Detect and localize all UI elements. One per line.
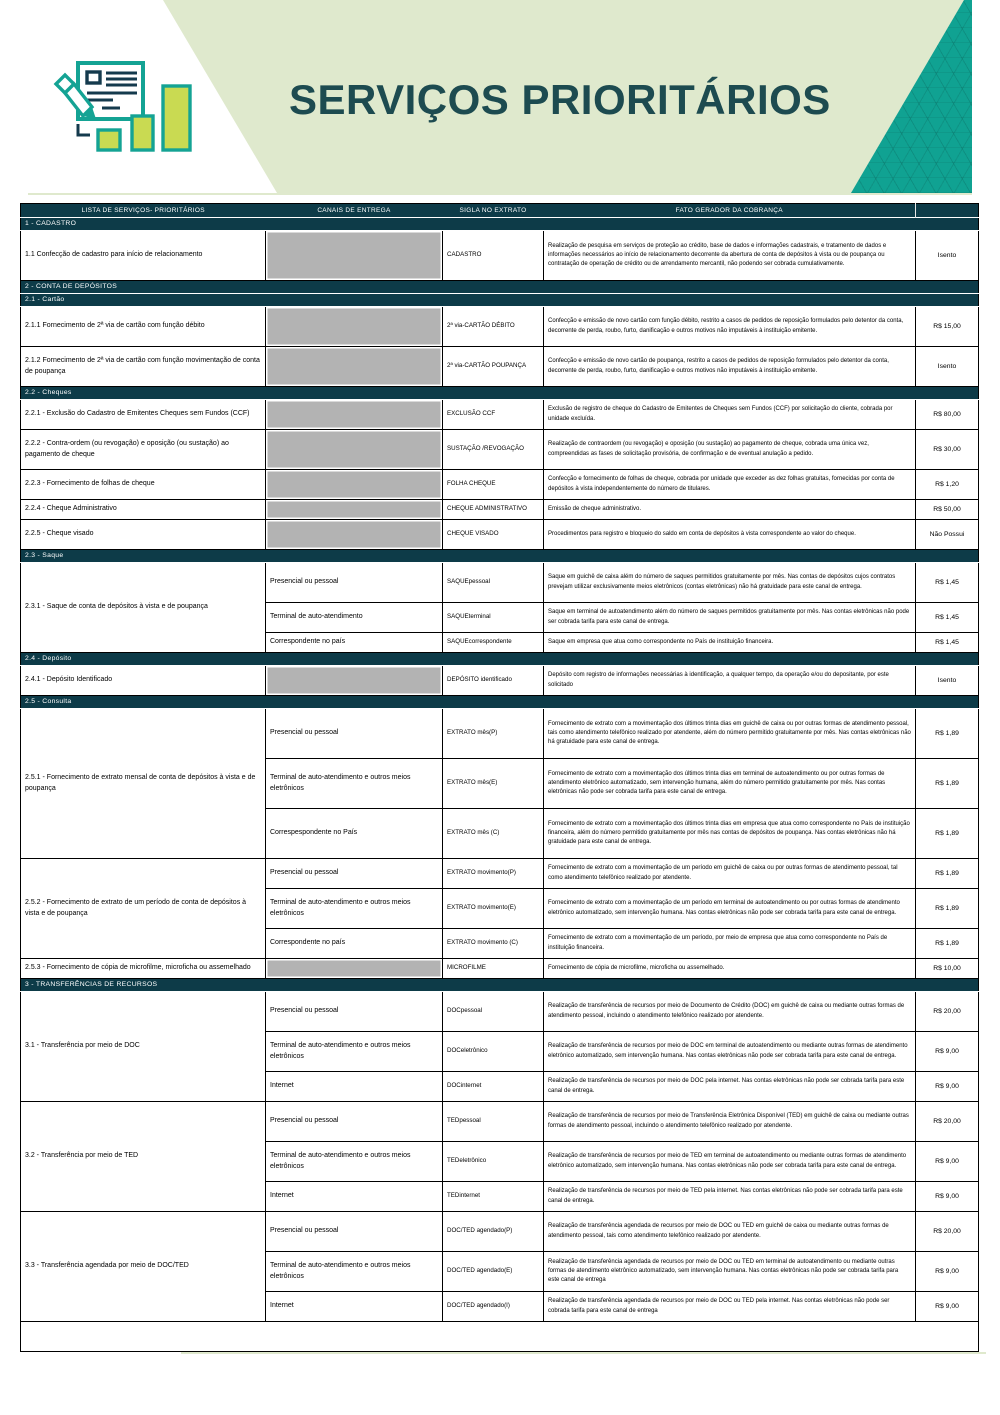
sigla-cell: CHEQUE ADMINISTRATIVO bbox=[443, 500, 544, 520]
sigla-cell: CADASTRO bbox=[443, 231, 544, 281]
table-row bbox=[21, 709, 979, 759]
section-title: 2.3 - Saque bbox=[21, 550, 979, 563]
bottom-rule bbox=[181, 1352, 986, 1354]
table-row bbox=[21, 430, 979, 470]
fato-cell: Fornecimento de cópia de microfilme, microficha ou assemelhado. bbox=[544, 959, 916, 979]
price-cell: R$ 20,00 bbox=[916, 1212, 979, 1252]
fato-cell: Fornecimento de extrato com a movimentação dos últimos trinta dias em empresa que atua como correspondente no País de instituição financeira, além do número permitido gratuitamente por mês nas contas de depósitos de poupança. Nas contas eletrônicas não há gratuidade para este canal de entrega. bbox=[544, 809, 916, 859]
fato-cell: Fornecimento de extrato com a movimentação de um período em terminal de autoatendimento ou por outras formas de atendimento eletrônico automatizado, sem intervenção humana. Nas contas eletrônicas não pode ser cobrada tarifa para este canal de entrega. bbox=[544, 889, 916, 929]
channel-cell bbox=[266, 666, 443, 696]
price-cell: Isento bbox=[916, 231, 979, 281]
sigla-cell: DOCeletrônico bbox=[443, 1032, 544, 1072]
price-column-header bbox=[916, 204, 979, 218]
sigla-cell: 2ª via-CARTÃO POUPANÇA bbox=[443, 347, 544, 387]
table-row bbox=[21, 347, 979, 387]
section-header-row bbox=[21, 979, 979, 992]
fato-cell: Realização de transferência de recursos por meio de TED em terminal de autoatendimento ou mediante outras formas de atendimento eletrônico automatizado, sem intervenção humana. Nas contas eletrônicas não pode ser cobrada tarifa para este canal de entrega. bbox=[544, 1142, 916, 1182]
section-title: 2.4 - Depósito bbox=[21, 653, 979, 666]
sigla-cell: SAQUEcorrespondente bbox=[443, 633, 544, 653]
table-row bbox=[21, 500, 979, 520]
channel-cell: Correspondente no país bbox=[266, 929, 443, 959]
service-cell: 2.5.2 - Fornecimento de extrato de um período de conta de depósitos à vista e de poupança bbox=[21, 859, 266, 959]
channel-cell bbox=[266, 400, 443, 430]
price-cell: R$ 9,00 bbox=[916, 1032, 979, 1072]
table-row bbox=[21, 563, 979, 603]
section-title: 2 - CONTA DE DEPÓSITOS bbox=[21, 281, 979, 294]
price-cell: R$ 50,00 bbox=[916, 500, 979, 520]
price-cell: Isento bbox=[916, 666, 979, 696]
channel-cell bbox=[266, 470, 443, 500]
price-cell: Isento bbox=[916, 347, 979, 387]
section-header-row bbox=[21, 696, 979, 709]
service-cell: 1.1 Confecção de cadastro para início de relacionamento bbox=[21, 231, 266, 281]
price-cell: R$ 1,89 bbox=[916, 889, 979, 929]
price-cell: R$ 1,89 bbox=[916, 929, 979, 959]
channel-cell: Internet bbox=[266, 1182, 443, 1212]
fato-cell: Realização de transferência de recursos por meio de DOC em terminal de autoatendimento ou mediante outras formas de atendimento eletrônico automatizado, sem intervenção humana. Nas contas eletrônicas não pode ser cobrada tarifa para este canal de entrega. bbox=[544, 1032, 916, 1072]
sigla-cell: EXTRATO movimento (C) bbox=[443, 929, 544, 959]
price-cell: R$ 1,45 bbox=[916, 563, 979, 603]
section-title: 1 - CADASTRO bbox=[21, 218, 979, 231]
price-cell: R$ 10,00 bbox=[916, 959, 979, 979]
column-header: LISTA DE SERVIÇOS- PRIORITÁRIOS bbox=[21, 204, 266, 218]
sigla-cell: TEDpessoal bbox=[443, 1102, 544, 1142]
price-cell: R$ 9,00 bbox=[916, 1072, 979, 1102]
price-cell: R$ 80,00 bbox=[916, 400, 979, 430]
price-cell: R$ 1,89 bbox=[916, 859, 979, 889]
section-header-row bbox=[21, 550, 979, 563]
sigla-cell: DOCpessoal bbox=[443, 992, 544, 1032]
fato-cell: Saque em empresa que atua como correspondente no País de instituição financeira. bbox=[544, 633, 916, 653]
services-table-wrap bbox=[20, 203, 978, 1352]
fato-cell: Realização de transferência agendada de recursos por meio de DOC ou TED pela internet. Nas contas eletrônicas não pode ser cobrada tarifa para este canal de entrega bbox=[544, 1292, 916, 1322]
table-row bbox=[21, 231, 979, 281]
channel-cell: Internet bbox=[266, 1292, 443, 1322]
channel-cell: Internet bbox=[266, 1072, 443, 1102]
sigla-cell: MICROFILME bbox=[443, 959, 544, 979]
fato-cell: Realização de transferência agendada de recursos por meio de DOC ou TED em terminal de autoatendimento ou mediante outras formas de atendimento eletrônico automatizado, sem intervenção humana. Nas contas eletrônicas não pode ser cobrada tarifa para este canal de entrega bbox=[544, 1252, 916, 1292]
service-cell: 2.2.4 - Cheque Administrativo bbox=[21, 500, 266, 520]
table-row bbox=[21, 666, 979, 696]
price-cell: R$ 15,00 bbox=[916, 307, 979, 347]
fato-cell: Confecção e emissão de novo cartão com função débito, restrito a casos de pedidos de reposição formulados pelo detentor da conta, decorrente de perda, roubo, furto, danificação e outros motivos não imputáveis à instituição emitente. bbox=[544, 307, 916, 347]
price-cell: R$ 1,89 bbox=[916, 709, 979, 759]
fato-cell: Exclusão de registro de cheque do Cadastro de Emitentes de Cheques sem Fundos (CCF) por solicitação do cliente, cobrada por unidade excluída. bbox=[544, 400, 916, 430]
price-cell: R$ 30,00 bbox=[916, 430, 979, 470]
channel-cell: Terminal de auto-atendimento e outros meios eletrônicos bbox=[266, 759, 443, 809]
service-cell: 2.3.1 - Saque de conta de depósitos à vista e de poupança bbox=[21, 563, 266, 653]
fato-cell: Procedimentos para registro e bloqueio do saldo em conta de depósitos à vista correspondente ao valor do cheque. bbox=[544, 520, 916, 550]
service-cell: 2.5.1 - Fornecimento de extrato mensal de conta de depósitos à vista e de poupança bbox=[21, 709, 266, 859]
table-row bbox=[21, 859, 979, 889]
table-row bbox=[21, 400, 979, 430]
fato-cell: Saque em terminal de autoatendimento além do número de saques permitidos gratuitamente por mês. Nas contas eletrônicas não pode ser cobrada tarifa para este canal de entrega. bbox=[544, 603, 916, 633]
fato-cell: Fornecimento de extrato com a movimentação dos últimos trinta dias em guichê de caixa ou por outras formas de atendimento pessoal, tais como atendimento telefônico realizado por atendente, além do número permitido gratuitamente por mês. Nas contas eletrônicas não há gratuidade para este canal de entrega. bbox=[544, 709, 916, 759]
table-row bbox=[21, 959, 979, 979]
price-cell: R$ 1,45 bbox=[916, 633, 979, 653]
sigla-cell: DEPÓSITO identificado bbox=[443, 666, 544, 696]
channel-cell: Presencial ou pessoal bbox=[266, 709, 443, 759]
table-header bbox=[21, 204, 979, 218]
channel-cell bbox=[266, 520, 443, 550]
service-cell: 2.1.1 Fornecimento de 2ª via de cartão com função débito bbox=[21, 307, 266, 347]
column-header: CANAIS DE ENTREGA bbox=[266, 204, 443, 218]
service-cell: 2.2.1 - Exclusão do Cadastro de Emitentes Cheques sem Fundos (CCF) bbox=[21, 400, 266, 430]
page-title: SERVIÇOS PRIORITÁRIOS bbox=[289, 76, 831, 123]
services-table bbox=[20, 203, 979, 1352]
fato-cell: Fornecimento de extrato com a movimentação dos últimos trinta dias em terminal de autoatendimento ou por outras formas de atendimento eletrônico automatizado, sem intervenção humana, além do número permitido gratuitamente por mês. Nas contas eletrônicas não pode ser cobrada tarifa para este canal de entrega. bbox=[544, 759, 916, 809]
section-header-row bbox=[21, 653, 979, 666]
channel-cell: Terminal de auto-atendimento e outros meios eletrônicos bbox=[266, 1142, 443, 1182]
fato-cell: Realização de transferência de recursos por meio de Transferência Eletrônica Disponível (TED) em guichê de caixa ou mediante outras formas de atendimento pessoal, incluindo o atendimento telefônico realizado por atendente. bbox=[544, 1102, 916, 1142]
channel-cell: Correspondente no país bbox=[266, 633, 443, 653]
service-cell: 2.2.2 - Contra-ordem (ou revogação) e oposição (ou sustação) ao pagamento de cheque bbox=[21, 430, 266, 470]
service-cell: 3.3 - Transferência agendada por meio de DOC/TED bbox=[21, 1212, 266, 1322]
section-header-row bbox=[21, 387, 979, 400]
channel-cell bbox=[266, 231, 443, 281]
price-cell: R$ 1,45 bbox=[916, 603, 979, 633]
price-cell: R$ 9,00 bbox=[916, 1252, 979, 1292]
channel-cell bbox=[266, 347, 443, 387]
column-header: SIGLA NO EXTRATO bbox=[443, 204, 544, 218]
fato-cell: Fornecimento de extrato com a movimentação de um período, por meio de empresa que atua como correspondente no País de instituição financeira. bbox=[544, 929, 916, 959]
section-title: 2.1 - Cartão bbox=[21, 294, 979, 307]
sigla-cell: EXTRATO movimento(E) bbox=[443, 889, 544, 929]
section-title: 3 - TRANSFERÊNCIAS DE RECURSOS bbox=[21, 979, 979, 992]
sigla-cell: EXTRATO movimento(P) bbox=[443, 859, 544, 889]
fato-cell: Confecção e fornecimento de folhas de cheque, cobrada por unidade que exceder as dez folhas gratuitas, fornecidas por conta de depósitos à vista independentemente do número de titulares. bbox=[544, 470, 916, 500]
channel-cell bbox=[266, 430, 443, 470]
sigla-cell: EXTRATO mês(E) bbox=[443, 759, 544, 809]
table-header-row bbox=[21, 204, 979, 218]
channel-cell: Presencial ou pessoal bbox=[266, 859, 443, 889]
sigla-cell: DOC/TED agendado(I) bbox=[443, 1292, 544, 1322]
service-cell: 2.5.3 - Fornecimento de cópia de microfilme, microficha ou assemelhado bbox=[21, 959, 266, 979]
service-cell: 2.1.2 Fornecimento de 2ª via de cartão com função movimentação de conta de poupança bbox=[21, 347, 266, 387]
sigla-cell: SAQUEpessoal bbox=[443, 563, 544, 603]
page-header bbox=[0, 0, 1000, 200]
channel-cell: Terminal de auto-atendimento bbox=[266, 603, 443, 633]
channel-cell bbox=[266, 500, 443, 520]
sigla-cell: FOLHA CHEQUE bbox=[443, 470, 544, 500]
channel-cell: Terminal de auto-atendimento e outros meios eletrônicos bbox=[266, 1032, 443, 1072]
price-cell: R$ 20,00 bbox=[916, 992, 979, 1032]
channel-cell: Presencial ou pessoal bbox=[266, 992, 443, 1032]
price-cell: R$ 1,20 bbox=[916, 470, 979, 500]
table-body bbox=[21, 218, 979, 1352]
document-pencil-bar-chart-icon bbox=[50, 58, 195, 154]
sigla-cell: SAQUEterminal bbox=[443, 603, 544, 633]
fato-cell: Realização de contraordem (ou revogação) e oposição (ou sustação) ao pagamento de cheque, cobrada uma única vez, compreendidas as fases de solicitação provisória, de confirmação e de eventual anulação a pedido. bbox=[544, 430, 916, 470]
channel-cell: Correspespondente no País bbox=[266, 809, 443, 859]
section-header-row bbox=[21, 294, 979, 307]
table-row bbox=[21, 470, 979, 500]
sigla-cell: EXCLUSÃO CCF bbox=[443, 400, 544, 430]
sigla-cell: TEDeletrônico bbox=[443, 1142, 544, 1182]
price-cell: R$ 9,00 bbox=[916, 1292, 979, 1322]
fato-cell: Saque em guichê de caixa além do número de saques permitidos gratuitamente por mês. Nas contas de depósitos cujos contratos prevejam utilizar exclusivamente meios eletrônicos (contas eletrônicas) não há gratuidade para este canal de entrega. bbox=[544, 563, 916, 603]
fato-cell: Realização de pesquisa em serviços de proteção ao crédito, base de dados e informações cadastrais, e tratamento de dados e informações necessários ao início de relacionamento decorrente da abertura de conta de depósitos à vista ou de poupança ou contratação de operação de crédito ou de arrendamento mercantil, não podendo ser cobrada cumulativamente. bbox=[544, 231, 916, 281]
sigla-cell: DOC/TED agendado(E) bbox=[443, 1252, 544, 1292]
fato-cell: Realização de transferência de recursos por meio de Documento de Crédito (DOC) em guichê de caixa ou mediante outras formas de atendimento pessoal, incluindo o atendimento telefônico realizado por atendente. bbox=[544, 992, 916, 1032]
price-cell: R$ 1,89 bbox=[916, 809, 979, 859]
service-cell: 3.2 - Transferência por meio de TED bbox=[21, 1102, 266, 1212]
fato-cell: Confecção e emissão de novo cartão de poupança, restrito a casos de pedidos de reposição formulados pelo detentor da conta, decorrente de perda, roubo, furto, danificação e outros motivos não imputáveis à instituição emitente. bbox=[544, 347, 916, 387]
service-cell: 3.1 - Transferência por meio de DOC bbox=[21, 992, 266, 1102]
fato-cell: Fornecimento de extrato com a movimentação de um período em guichê de caixa ou por outras formas de atendimento pessoal, tal como atendimento telefônico realizado por atendente. bbox=[544, 859, 916, 889]
empty-cell bbox=[21, 1322, 979, 1352]
fato-cell: Depósito com registro de informações necessárias à identificação, a qualquer tempo, da operação e/ou do depositante, por este solicitado bbox=[544, 666, 916, 696]
channel-cell: Presencial ou pessoal bbox=[266, 563, 443, 603]
fato-cell: Realização de transferência de recursos por meio de DOC pela internet. Nas contas eletrônicas não pode ser cobrada tarifa para este canal de entrega. bbox=[544, 1072, 916, 1102]
price-cell: R$ 20,00 bbox=[916, 1102, 979, 1142]
sigla-cell: CHEQUE VISADO bbox=[443, 520, 544, 550]
fato-cell: Realização de transferência agendada de recursos por meio de DOC ou TED em guichê de caixa ou mediante outras formas de atendimento pessoal, tais como atendimento telefônico realizado por atendente. bbox=[544, 1212, 916, 1252]
channel-cell: Presencial ou pessoal bbox=[266, 1212, 443, 1252]
table-row bbox=[21, 307, 979, 347]
price-cell: Não Possui bbox=[916, 520, 979, 550]
service-cell: 2.4.1 - Depósito Identificado bbox=[21, 666, 266, 696]
channel-cell bbox=[266, 307, 443, 347]
sigla-cell: 2ª via-CARTÃO DÉBITO bbox=[443, 307, 544, 347]
channel-cell bbox=[266, 959, 443, 979]
price-cell: R$ 9,00 bbox=[916, 1182, 979, 1212]
table-row bbox=[21, 1212, 979, 1252]
channel-cell: Terminal de auto-atendimento e outros meios eletrônicos bbox=[266, 1252, 443, 1292]
section-header-row bbox=[21, 218, 979, 231]
section-title: 2.2 - Cheques bbox=[21, 387, 979, 400]
sigla-cell: SUSTAÇÃO /REVOGAÇÃO bbox=[443, 430, 544, 470]
channel-cell: Presencial ou pessoal bbox=[266, 1102, 443, 1142]
table-row bbox=[21, 1102, 979, 1142]
price-cell: R$ 9,00 bbox=[916, 1142, 979, 1182]
section-title: 2.5 - Consulta bbox=[21, 696, 979, 709]
sigla-cell: EXTRATO mês(P) bbox=[443, 709, 544, 759]
fato-cell: Emissão de cheque administrativo. bbox=[544, 500, 916, 520]
channel-cell: Terminal de auto-atendimento e outros meios eletrônicos bbox=[266, 889, 443, 929]
price-cell: R$ 1,89 bbox=[916, 759, 979, 809]
empty-bottom-row bbox=[21, 1322, 979, 1352]
sigla-cell: EXTRATO mês (C) bbox=[443, 809, 544, 859]
header-underline bbox=[28, 193, 972, 195]
service-cell: 2.2.3 - Fornecimento de folhas de cheque bbox=[21, 470, 266, 500]
fato-cell: Realização de transferência de recursos por meio de TED pela internet. Nas contas eletrônicas não pode ser cobrada tarifa para este canal de entrega. bbox=[544, 1182, 916, 1212]
sigla-cell: DOCinternet bbox=[443, 1072, 544, 1102]
sigla-cell: DOC/TED agendado(P) bbox=[443, 1212, 544, 1252]
table-row bbox=[21, 520, 979, 550]
section-header-row bbox=[21, 281, 979, 294]
sigla-cell: TEDinternet bbox=[443, 1182, 544, 1212]
table-row bbox=[21, 992, 979, 1032]
column-header: FATO GERADOR DA COBRANÇA bbox=[544, 204, 916, 218]
service-cell: 2.2.5 - Cheque visado bbox=[21, 520, 266, 550]
